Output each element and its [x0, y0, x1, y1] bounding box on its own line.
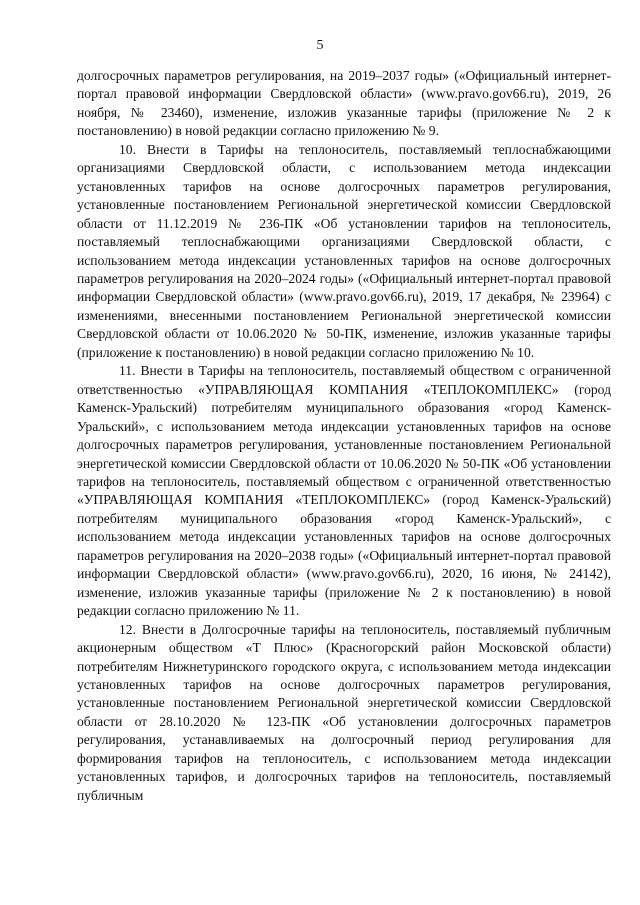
paragraph-continuation: долгосрочных параметров регулирования, на 2019–2037 годы» («Официальный интернет-портал правовой информации Свердловской области» (www.pravo.gov66.ru), 2019, 26 ноября, № 23460), изменение, изложив указанные тарифы (приложение № 2 к постановлению) в новой редакции согласно приложению № 9.	[77, 68, 611, 139]
paragraph-item-11: 11. Внести в Тарифы на теплоноситель, поставляемый обществом с ограниченной ответственностью «УПРАВЛЯЮЩАЯ КОМПАНИЯ «ТЕПЛОКОМПЛЕКС» (город Каменск-Уральский) потребителям муниципального образования «город Каменск-Уральский», с использованием метода индексации установленных тарифов на основе долгосрочных параметров регулирования, установленные постановлением Региональной энергетической комиссии Свердловской области от 10.06.2020 № 50-ПК «Об установлении тарифов на теплоноситель, поставляемый обществом с ограниченной ответственностью «УПРАВЛЯЮЩАЯ КОМПАНИЯ «ТЕПЛОКОМПЛЕКС» (город Каменск-Уральский) потребителям муниципального образования «город Каменск-Уральский», с использованием метода индексации установленных тарифов на основе долгосрочных параметров регулирования на 2020–2038 годы» («Официальный интернет-портал правовой информации Свердловской области» (www.pravo.gov66.ru), 2020, 16 июня, № 24142), изменение, изложив указанные тарифы (приложение № 2 к постановлению) в новой редакции согласно приложению № 11.	[77, 363, 611, 619]
paragraph-item-12: 12. Внести в Долгосрочные тарифы на теплоноситель, поставляемый публичным акционерным обществом «Т Плюс» (Красногорский район Московской области) потребителям Нижнетуринского городского округа, с использованием метода индексации установленных тарифов на основе долгосрочных параметров регулирования, установленные постановлением Региональной энергетической комиссии Свердловской области от 28.10.2020 № 123-ПК «Об установлении долгосрочных параметров регулирования, устанавливаемых на долгосрочный период регулирования для формирования тарифов на теплоноситель, с использованием метода индексации установленных тарифов, и долгосрочных тарифов на теплоноситель, поставляемый публичным	[77, 621, 611, 803]
page-number: 5	[316, 38, 324, 53]
paragraph-item-10: 10. Внести в Тарифы на теплоноситель, поставляемый теплоснабжающими организациями Свердловской области, с использованием метода индексации установленных тарифов на основе долгосрочных параметров регулирования, установленные постановлением Региональной энергетической комиссии Свердловской области от 11.12.2019 № 236-ПК «Об установлении тарифов на теплоноситель, поставляемый теплоснабжающими организациями Свердловской области, с использованием метода индексации установленных тарифов на основе долгосрочных параметров регулирования на 2020–2024 годы» («Официальный интернет-портал правовой информации Свердловской области» (www.pravo.gov66.ru), 2019, 17 декабря, № 23964) с изменениями, внесенными постановлением Региональной энергетической комиссии Свердловской области от 10.06.2020 № 50-ПК, изменение, изложив указанные тарифы (приложение к постановлению) в новой редакции согласно приложению № 10.	[77, 141, 611, 360]
document-body	[77, 67, 611, 805]
